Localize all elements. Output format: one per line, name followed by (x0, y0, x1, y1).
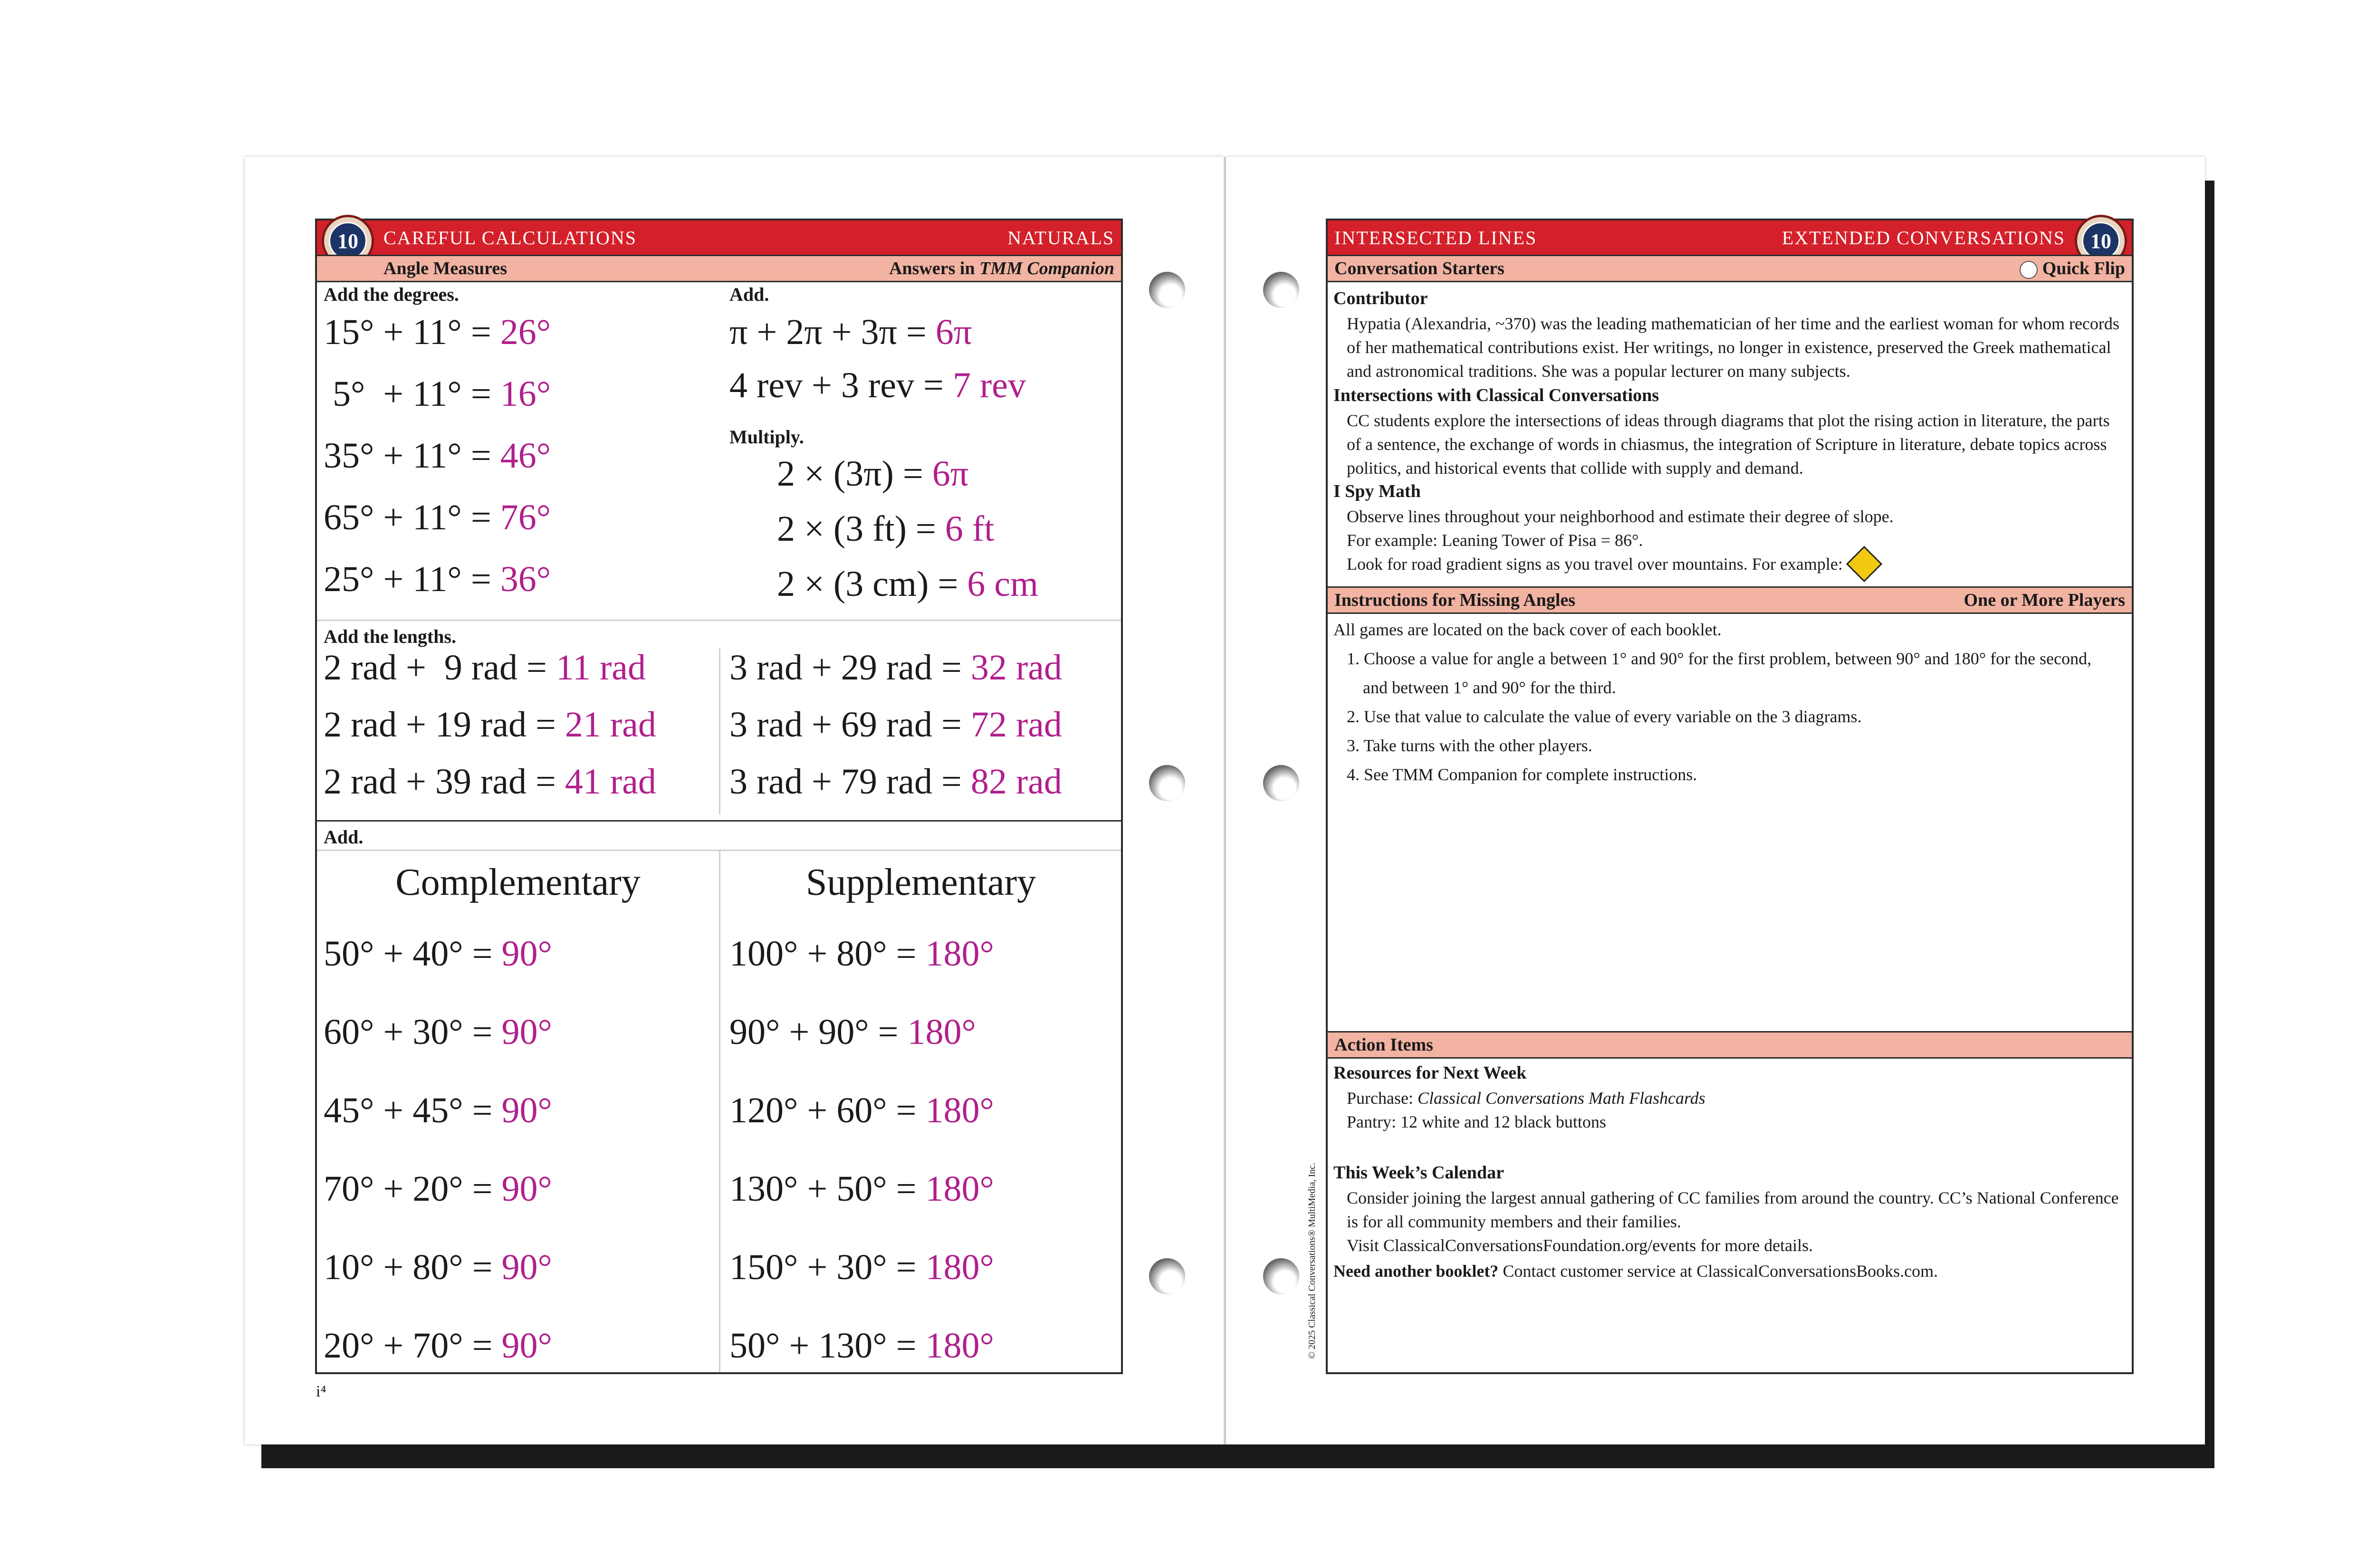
quick-flip-toggle[interactable]: Quick Flip (2020, 258, 2125, 279)
week-number: 10 (2082, 222, 2120, 260)
ispy-line-3: Look for road gradient signs as you travel over mountains. For example: (1347, 552, 2126, 579)
equation-row (729, 1168, 994, 1210)
calendar-text: Consider joining the largest annual gathering of CC families from around the country. CC’s National Conference is for all community members and their families. (1347, 1188, 2119, 1231)
equation-answer: 6 cm (967, 564, 1039, 604)
equation-row (777, 453, 968, 495)
binder-hole (1149, 1258, 1185, 1294)
equation-question: 20° + 70° = (324, 1326, 502, 1366)
equation-answer: 11 rad (556, 648, 646, 688)
equation-answer: 180° (925, 1326, 994, 1366)
equation-row (729, 365, 1026, 406)
equation-question: 2 rad + 9 rad = (324, 648, 556, 688)
equation-answer: 180° (925, 1169, 994, 1209)
card-category: NATURALS (1007, 227, 1114, 249)
action-items-header (1328, 1031, 2132, 1059)
left-page (245, 157, 1224, 1444)
equation-answer: 82 rad (970, 762, 1062, 802)
equation-answer: 72 rad (970, 705, 1062, 745)
equation-answer: 41 rad (565, 762, 656, 802)
pantry-line: Pantry: 12 white and 12 black buttons (1347, 1112, 1606, 1131)
equation-answer: 90° (501, 1247, 552, 1287)
equation-answer: 6 ft (945, 509, 995, 549)
intersections-text: CC students explore the intersections of ideas through diagrams that plot the rising action in literature, the parts of a sentence, the exchange of words in chiasmus, the integration of Scripture in literature, debate topics across politics, and historical events that collide with supply and demand. (1347, 411, 2110, 478)
instructions-list (1347, 644, 2117, 789)
action-items-title: Action Items (1334, 1035, 1433, 1055)
equation-question: 130° + 50° = (729, 1169, 926, 1209)
divider (317, 620, 1121, 621)
equation-row (729, 647, 1062, 688)
equation-row (324, 497, 551, 538)
equation-answer: 90° (501, 1012, 552, 1052)
equation-question: π + 2π + 3π = (729, 312, 936, 352)
subheader-title: Angle Measures (383, 258, 507, 278)
equation-answer: 36° (500, 559, 551, 599)
players-note: One or More Players (1964, 590, 2125, 610)
equation-answer: 6π (932, 454, 969, 494)
equation-answer: 180° (925, 934, 994, 974)
equation-row (324, 1247, 552, 1288)
equation-question: 60° + 30° = (324, 1012, 502, 1052)
purchase-line: Purchase: Classical Conversations Math Flashcards (1347, 1089, 1705, 1108)
divider (719, 648, 720, 814)
intersections-heading: Intersections with Classical Conversations (1333, 385, 1659, 405)
add-label: Add. (729, 284, 769, 305)
resources-heading: Resources for Next Week (1333, 1063, 1527, 1083)
divider (317, 820, 1121, 822)
equation-answer: 180° (907, 1012, 976, 1052)
equation-question: 3 rad + 69 rad = (729, 705, 971, 745)
degrees-label: Add the degrees. (324, 284, 459, 305)
equation-row (324, 933, 552, 975)
calendar-visit: Visit ClassicalConversationsFoundation.org/events for more details. (1347, 1236, 1813, 1255)
equation-question: 3 rad + 29 rad = (729, 648, 971, 688)
copyright: © 2025 Classical Conversations® MultiMedia, Inc. (1307, 1162, 1317, 1359)
equation-question: 65° + 11° = (324, 497, 500, 537)
binder-hole (1263, 272, 1299, 308)
multiply-label: Multiply. (729, 426, 804, 448)
instruction-item: 1. Choose a value for angle a between 1° and 90° for the first problem, between 90° and 180° for the second, and between 1° and 90° for the third. (1347, 649, 2092, 697)
card-category: EXTENDED CONVERSATIONS (1782, 227, 2065, 249)
ispy-line-2: For example: Leaning Tower of Pisa = 86°. (1347, 531, 1643, 550)
card-header (1328, 220, 2132, 255)
equation-row (729, 312, 972, 353)
equation-row (729, 704, 1062, 746)
equation-question: 2 × (3 ft) = (777, 509, 945, 549)
equation-answer: 180° (925, 1247, 994, 1287)
equation-question: 70° + 20° = (324, 1169, 502, 1209)
equation-question: 15° + 11° = (324, 312, 500, 352)
card-header (317, 220, 1121, 255)
equation-row (324, 761, 656, 803)
equation-row (729, 1247, 994, 1288)
equation-question: 4 rev + 3 rev = (729, 365, 953, 405)
equation-question: 50° + 130° = (729, 1326, 926, 1366)
week-number: 10 (329, 222, 367, 260)
equation-row (324, 373, 551, 415)
equation-question: 150° + 30° = (729, 1247, 926, 1287)
equation-answer: 21 rad (565, 705, 656, 745)
equation-question: 2 rad + 39 rad = (324, 762, 565, 802)
equation-row (729, 1325, 994, 1367)
calendar-heading: This Week’s Calendar (1333, 1163, 1504, 1183)
equation-answer: 16° (500, 374, 551, 414)
equation-question: 35° + 11° = (324, 436, 500, 476)
equation-answer: 6π (935, 312, 972, 352)
equation-row (777, 564, 1038, 605)
equation-question: 2 × (3 cm) = (777, 564, 968, 604)
ispy-line-1: Observe lines throughout your neighborhood and estimate their degree of slope. (1347, 507, 1894, 526)
card-title: CAREFUL CALCULATIONS (383, 227, 637, 249)
equation-answer: 76° (500, 497, 551, 537)
equation-answer: 7 rev (952, 365, 1026, 405)
complementary-heading: Complementary (395, 861, 641, 903)
equation-question: 120° + 60° = (729, 1090, 926, 1130)
subheader-title: Conversation Starters (1334, 258, 1504, 278)
equation-question: 3 rad + 79 rad = (729, 762, 971, 802)
equation-question: 50° + 40° = (324, 934, 502, 974)
answers-note: Answers in TMM Companion (889, 258, 1114, 278)
right-page (1226, 157, 2205, 1444)
equation-row (729, 761, 1062, 803)
card-subheader (1328, 255, 2132, 282)
equation-answer: 90° (501, 1326, 552, 1366)
need-booklet-line: Need another booklet? Contact customer service at ClassicalConversationsBooks.com. (1333, 1262, 1938, 1281)
equation-answer: 90° (501, 934, 552, 974)
equation-row (729, 1090, 994, 1131)
careful-calculations-card (315, 219, 1123, 1374)
equation-row (777, 508, 994, 550)
equation-question: 90° + 90° = (729, 1012, 908, 1052)
card-title: INTERSECTED LINES (1334, 227, 1537, 249)
equation-answer: 32 rad (970, 648, 1062, 688)
equation-answer: 90° (501, 1169, 552, 1209)
equation-question: 10° + 80° = (324, 1247, 502, 1287)
divider (719, 851, 720, 1372)
equation-row (324, 1012, 552, 1053)
contributor-heading: Contributor (1333, 288, 1428, 308)
instruction-item: 4. See TMM Companion for complete instructions. (1347, 765, 1697, 784)
equation-row (324, 559, 551, 600)
equation-question: 45° + 45° = (324, 1090, 502, 1130)
binder-hole (1263, 765, 1299, 801)
instructions-header (1328, 586, 2132, 614)
equation-row (729, 933, 994, 975)
equation-row (324, 1168, 552, 1210)
binder-hole (1149, 272, 1185, 308)
lengths-label: Add the lengths. (324, 626, 456, 647)
equation-question: 5° + 11° = (324, 374, 500, 414)
equation-row (324, 435, 551, 477)
instruction-item: 2. Use that value to calculate the value of every variable on the 3 diagrams. (1347, 707, 1862, 726)
instruction-item: 3. Take turns with the other players. (1347, 736, 1592, 755)
add-angles-label: Add. (324, 826, 364, 848)
equation-row (324, 312, 551, 353)
equation-answer: 46° (500, 436, 551, 476)
equation-question: 2 rad + 19 rad = (324, 705, 565, 745)
card-subheader (317, 255, 1121, 282)
instructions-intro: All games are located on the back cover of each booklet. (1333, 620, 1722, 639)
binder-hole (1263, 1258, 1299, 1294)
equation-row (324, 647, 646, 688)
equation-row (324, 1090, 552, 1131)
equation-answer: 180° (925, 1090, 994, 1130)
page-number: i⁴ (316, 1383, 326, 1400)
equation-question: 100° + 80° = (729, 934, 926, 974)
binder-hole (1149, 765, 1185, 801)
instructions-title: Instructions for Missing Angles (1334, 590, 1576, 610)
equation-row (729, 1012, 976, 1053)
equation-answer: 26° (500, 312, 551, 352)
equation-question: 25° + 11° = (324, 559, 500, 599)
contributor-text: Hypatia (Alexandria, ~370) was the leading mathematician of her time and the earliest woman for whom records of her mathematical contributions exist. Her writings, no longer in existence, preserved the Greek mathematical and astronomical traditions. She was a popular lecturer on many subjects. (1347, 314, 2119, 381)
quick-flip-checkbox[interactable] (2020, 261, 2038, 279)
intersected-lines-card (1326, 219, 2134, 1374)
equation-row (324, 704, 656, 746)
equation-answer: 90° (501, 1090, 552, 1130)
ispy-heading: I Spy Math (1333, 481, 1421, 501)
equation-row (324, 1325, 552, 1367)
supplementary-heading: Supplementary (805, 861, 1036, 903)
equation-question: 2 × (3π) = (777, 454, 932, 494)
